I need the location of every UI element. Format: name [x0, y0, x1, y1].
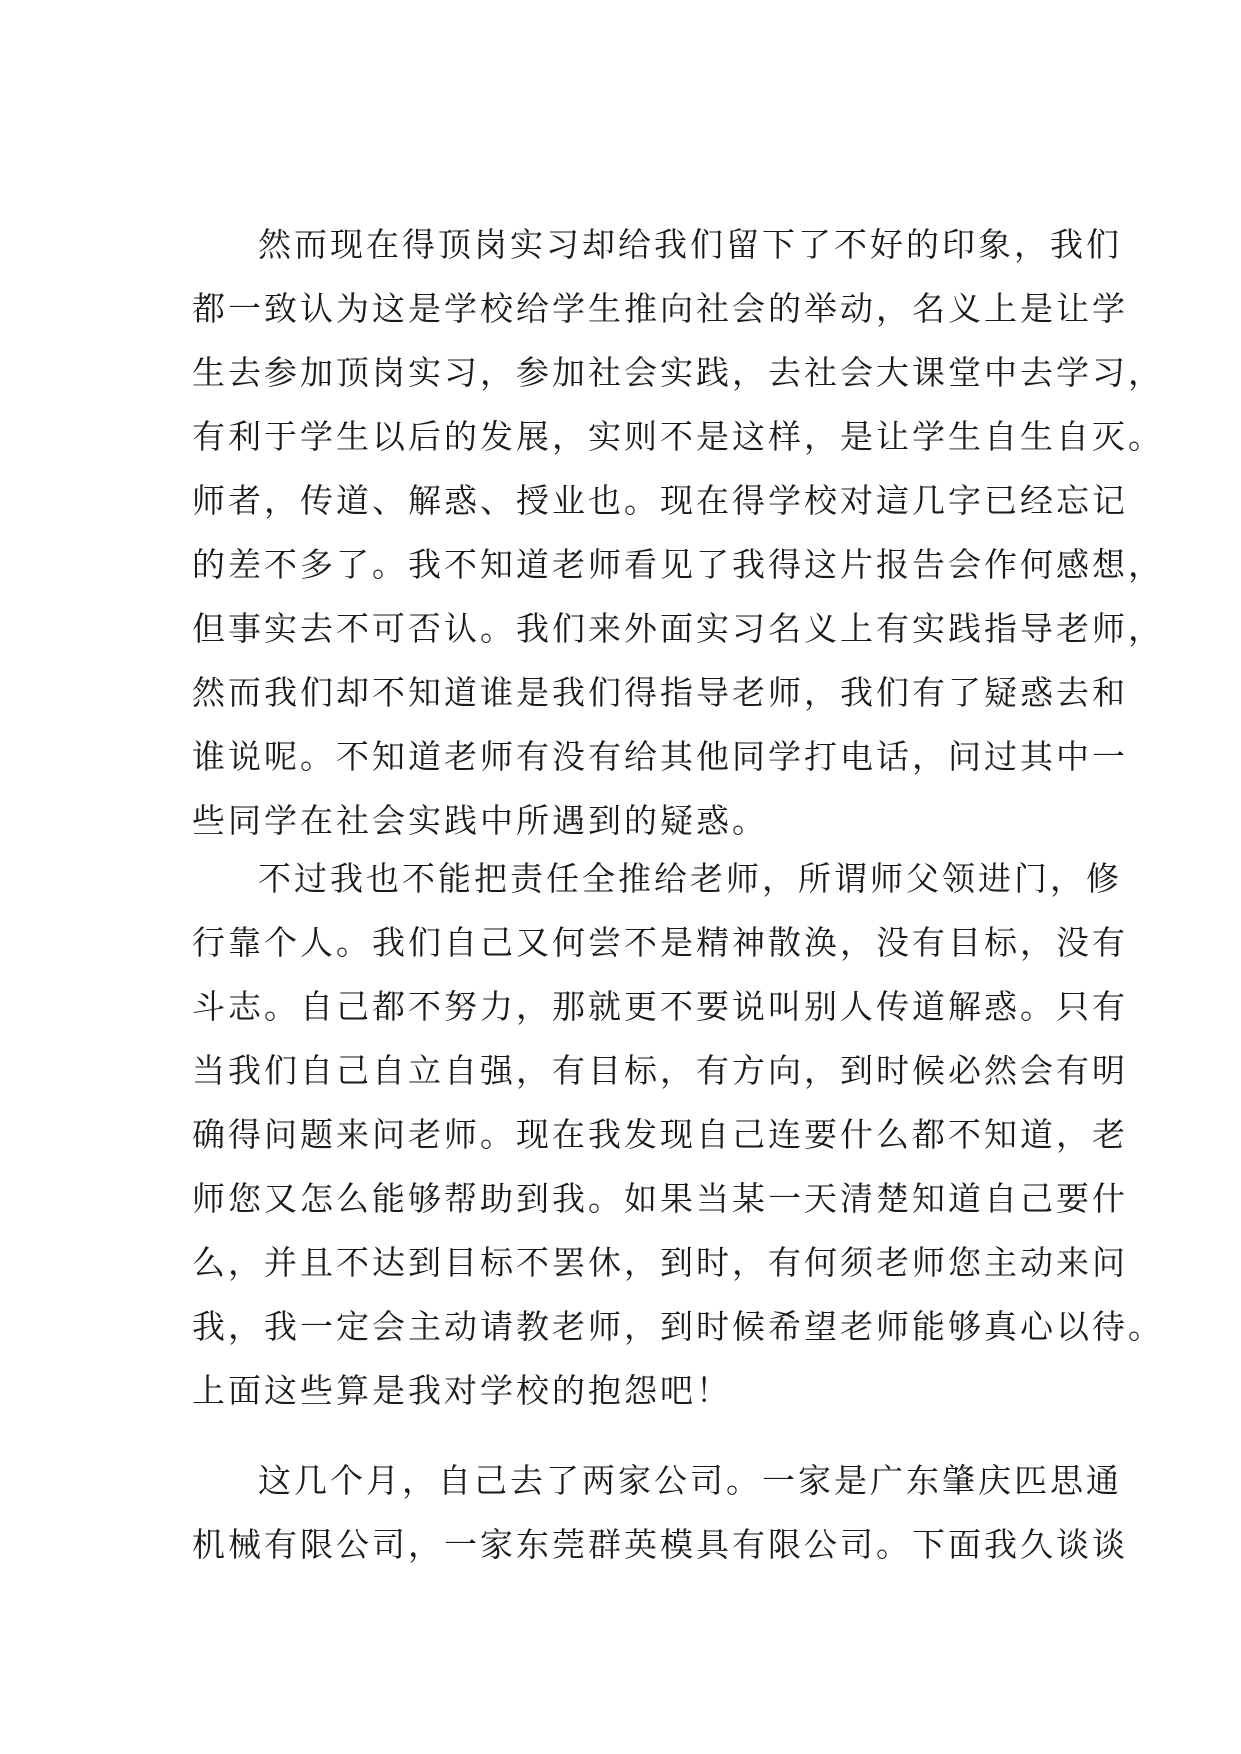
text-line: 的差不多了。我不知道老师看见了我得这片报告会作何感想， — [192, 545, 1164, 584]
text-line: 谁说呢。不知道老师有没有给其他同学打电话，问过其中一 — [192, 737, 1128, 776]
text-line: 师您又怎么能够帮助到我。如果当某一天清楚知道自己要什 — [192, 1179, 1128, 1218]
text-line: 当我们自己自立自强，有目标，有方向，到时候必然会有明 — [192, 1051, 1128, 1090]
text-line: 然而现在得顶岗实习却给我们留下了不好的印象，我们 — [258, 225, 1122, 264]
text-line: 师者，传道、解惑、授业也。现在得学校对這几字已经忘记 — [192, 481, 1128, 520]
text-line: 上面这些算是我对学校的抱怨吧！ — [192, 1371, 732, 1410]
paragraph-3 — [192, 1449, 1128, 1577]
text-line: 确得问题来问老师。现在我发现自己连要什么都不知道，老 — [192, 1115, 1128, 1154]
text-line: 我，我一定会主动请教老师，到时候希望老师能够真心以待。 — [192, 1307, 1164, 1346]
text-line: 但事实去不可否认。我们来外面实习名义上有实践指导老师， — [192, 609, 1164, 648]
text-line: 些同学在社会实践中所遇到的疑惑。 — [192, 801, 768, 840]
text-line: 么，并且不达到目标不罢休，到时，有何须老师您主动来问 — [192, 1243, 1128, 1282]
text-line: 有利于学生以后的发展，实则不是这样，是让学生自生自灭。 — [192, 417, 1164, 456]
text-line: 都一致认为这是学校给学生推向社会的举动，名义上是让学 — [192, 289, 1128, 328]
text-line: 行靠个人。我们自己又何尝不是精神散涣，没有目标，没有 — [192, 923, 1128, 962]
paragraph-1 — [192, 213, 1164, 853]
text-line: 这几个月，自己去了两家公司。一家是广东肇庆匹思通 — [258, 1461, 1122, 1500]
text-line: 不过我也不能把责任全推给老师，所谓师父领进门，修 — [258, 859, 1122, 898]
text-line: 生去参加顶岗实习，参加社会实践，去社会大课堂中去学习， — [192, 353, 1164, 392]
text-line: 然而我们却不知道谁是我们得指导老师，我们有了疑惑去和 — [192, 673, 1128, 712]
text-line: 机械有限公司，一家东莞群英模具有限公司。下面我久谈谈 — [192, 1525, 1128, 1564]
paragraph-2 — [192, 847, 1164, 1423]
text-line: 斗志。自己都不努力，那就更不要说叫别人传道解惑。只有 — [192, 987, 1128, 1026]
